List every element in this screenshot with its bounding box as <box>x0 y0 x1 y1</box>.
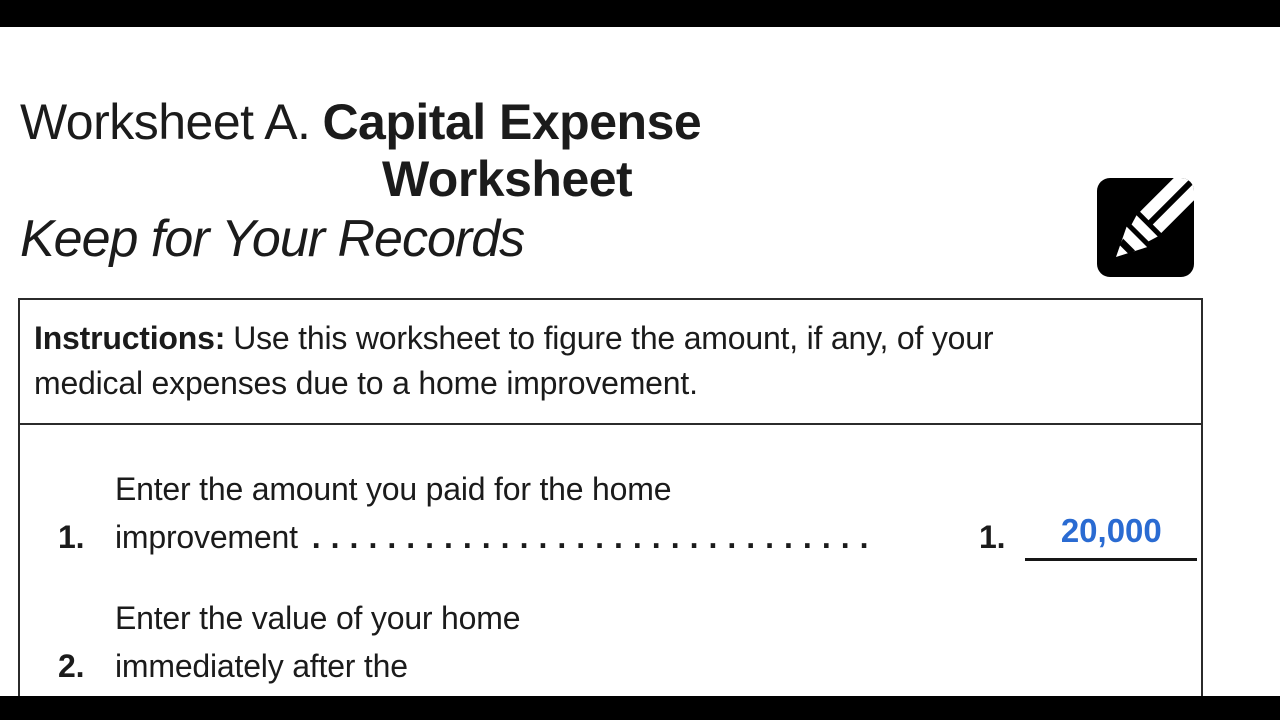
worksheet-title-bold: Capital Expense <box>322 94 702 150</box>
instructions-text-line2: medical expenses due to a home improvement. <box>34 365 698 401</box>
instructions-label: Instructions: <box>34 320 226 356</box>
line-2-number: 2. <box>58 648 85 684</box>
line-2-text-line2: immediately after the <box>115 648 408 684</box>
worksheet-title-line1 <box>20 94 701 151</box>
line-1-ref-number: 1. <box>979 519 1006 555</box>
line-1-text-line2: improvement <box>115 519 298 555</box>
instructions-text-line1: Use this worksheet to figure the amount, if any, of your <box>233 320 994 356</box>
worksheet-line-1 <box>20 465 1201 561</box>
worksheet-lines <box>20 425 1201 690</box>
worksheet-box <box>18 298 1203 696</box>
line-2-text <box>115 594 957 690</box>
worksheet-title-prefix: Worksheet A. <box>20 94 311 150</box>
instructions-section <box>20 300 1201 425</box>
line-1-entry-field[interactable] <box>1025 507 1197 561</box>
instructions-line1 <box>34 316 1187 361</box>
worksheet-title-block <box>20 94 701 270</box>
worksheet-line-2 <box>20 594 1201 690</box>
line-1-text <box>115 465 957 561</box>
letterbox-top-bar <box>0 0 1280 27</box>
line-1-text-line1: Enter the amount you paid for the home <box>115 471 672 507</box>
line-2-text-line1: Enter the value of your home <box>115 600 521 636</box>
pencil-icon <box>1097 178 1194 277</box>
worksheet-title-line2: Worksheet <box>382 151 633 207</box>
line-1-entry-value: 20,000 <box>1060 512 1162 549</box>
keep-for-records-subtitle: Keep for Your Records <box>20 210 525 268</box>
letterbox-bottom-bar <box>0 696 1280 720</box>
line-1-dot-leader: .............................. <box>311 519 879 555</box>
line-1-number: 1. <box>58 519 85 555</box>
line-1-text-line2-wrap <box>115 513 957 561</box>
